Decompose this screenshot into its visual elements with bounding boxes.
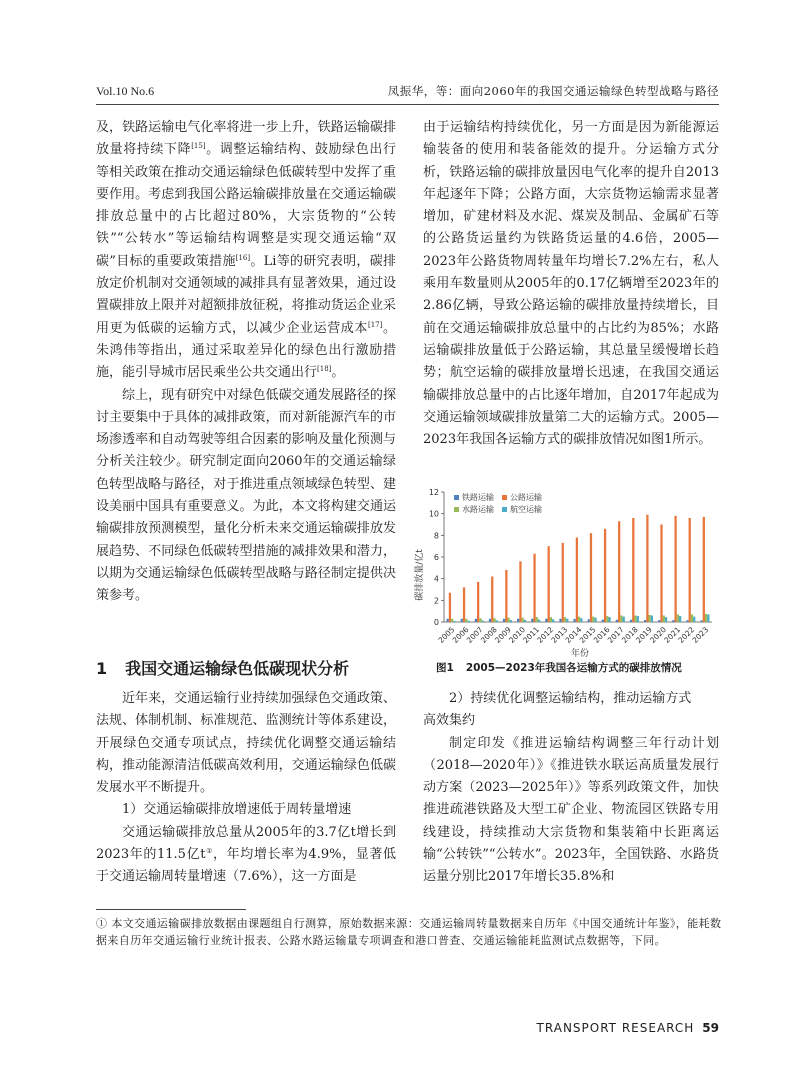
bar-公路运输-2017 [618, 521, 620, 622]
bar-航空运输-2016 [608, 617, 610, 622]
bar-水路运输-2006 [465, 619, 467, 622]
volume-issue: Vol.10 No.6 [96, 84, 155, 98]
bar-铁路运输-2010 [517, 619, 519, 622]
x-tick-label: 2023 [690, 625, 711, 645]
bar-公路运输-2011 [533, 554, 535, 622]
paragraph: 制定印发《推进运输结构调整三年行动计划（2018—2020年）》《推进铁水联运高质量发展行动方案（2023—2025年）》等系列政策文件，加快推进疏港铁路及大型工矿企业、物流园区铁路专用线建设，持续推动大宗货物和集装箱中长距离运输“公转铁”“公转水”。2023年，全国铁路、水路货运量分别比2017年增长35.8%和 [423, 735, 719, 885]
bar-公路运输-2005 [449, 593, 451, 622]
x-tick-label: 2006 [450, 625, 471, 645]
bar-铁路运输-2015 [588, 619, 590, 622]
x-tick-label: 2015 [577, 625, 598, 645]
y-tick-label: 2 [433, 596, 439, 606]
section-number: 1 [96, 659, 108, 678]
chart-bars [447, 515, 710, 622]
paragraph: 及，铁路运输电气化率将进一步上升，铁路运输碳排放量将持续下降[15]。调整运输结构、鼓励绿色出行等相关政策在推动交通运输绿色低碳转型中发挥了重要作用。考虑到我国公路运输碳排放量在交通运输碳排放总量中的占比超过80%，大宗货物的“公转铁”“公转水”等运输结构调整是实现交通运输“双碳”目标的重要政策措施[16]。Li等的研究表明，碳排放定价机制对交通领域的减排具有显著效果，通过设置碳排放上限并对超额排放征税，将推动货运企业采用更为低碳的运输方式，以减少企业运营成本[17]。朱鸿伟等指出，通过采取差异化的绿色出行激励措施，能引导城市居民乘坐公共交通出行[18]。 [96, 120, 396, 381]
bar-公路运输-2008 [491, 577, 493, 623]
bar-航空运输-2012 [552, 619, 554, 622]
bar-铁路运输-2019 [644, 620, 646, 622]
footnote [96, 915, 726, 949]
citation-ref[interactable]: [17] [368, 320, 383, 329]
bar-航空运输-2019 [651, 616, 653, 623]
bar-水路运输-2012 [550, 617, 552, 622]
subheading: 1）交通运输碳排放增速低于周转量增速 [122, 802, 352, 818]
bar-航空运输-2009 [510, 620, 512, 622]
bar-水路运输-2009 [507, 618, 509, 622]
bar-水路运输-2019 [649, 615, 651, 622]
figure-caption-text: 2005—2023年我国各运输方式的碳排放情况 [465, 662, 682, 674]
footnote-divider [96, 909, 246, 910]
bar-航空运输-2006 [467, 621, 469, 622]
right-section-text [423, 688, 719, 889]
section-title: 我国交通运输绿色低碳现状分析 [125, 659, 350, 678]
figure-caption [436, 660, 682, 675]
footnote-ref[interactable]: ① [205, 847, 213, 856]
emissions-bar-chart [410, 480, 720, 660]
bar-水路运输-2020 [663, 616, 665, 623]
x-tick-label: 2016 [591, 625, 612, 645]
bar-水路运输-2010 [522, 618, 524, 622]
footnote-mark: ① [96, 917, 108, 930]
bar-水路运输-2015 [592, 617, 594, 622]
bar-公路运输-2013 [562, 543, 564, 622]
bar-航空运输-2013 [566, 619, 568, 622]
bar-航空运输-2023 [707, 614, 709, 622]
x-tick-label: 2009 [493, 625, 513, 645]
legend-swatch [502, 495, 507, 500]
bar-航空运输-2021 [679, 616, 681, 622]
bar-航空运输-2010 [524, 620, 526, 622]
x-tick-label: 2005 [436, 625, 457, 645]
bar-水路运输-2018 [634, 616, 636, 623]
y-tick-label: 10 [428, 509, 439, 519]
x-tick-label: 2018 [619, 625, 640, 645]
bar-公路运输-2015 [590, 533, 592, 622]
bar-水路运输-2023 [705, 614, 707, 622]
x-tick-label: 2007 [464, 625, 485, 645]
legend-label: 水路运输 [462, 505, 494, 514]
x-tick-label: 2010 [507, 625, 527, 645]
bar-公路运输-2014 [576, 538, 578, 623]
bar-水路运输-2008 [493, 618, 495, 622]
bar-航空运输-2005 [453, 621, 455, 622]
bar-公路运输-2006 [463, 587, 465, 622]
legend-swatch [454, 495, 459, 500]
x-tick-label: 2017 [605, 625, 626, 645]
bar-航空运输-2018 [637, 616, 639, 622]
bar-铁路运输-2012 [545, 619, 547, 622]
bar-航空运输-2014 [580, 618, 582, 622]
page-number: 59 [702, 1021, 719, 1035]
x-axis-label: 年份 [570, 649, 590, 659]
bar-公路运输-2007 [477, 582, 479, 622]
footnote-text: 本文交通运输碳排放数据由课题组自行测算，原始数据来源：交通运输周转量数据来自历年《中国交通统计年鉴》，能耗数据来自历年交通运输行业统计报表、公路水路运输量专项调查和港口普查、交通运输能耗监测试点数据等，下同。 [96, 917, 722, 947]
left-column-text [96, 117, 396, 608]
bar-水路运输-2016 [606, 616, 608, 622]
bar-铁路运输-2009 [503, 619, 505, 622]
chart-legend [454, 492, 542, 514]
bar-铁路运输-2005 [447, 619, 449, 622]
bar-公路运输-2021 [674, 516, 676, 622]
bar-公路运输-2016 [604, 529, 606, 622]
paragraph: 近年来，交通运输行业持续加强绿色交通政策、法规、体制机制、标准规范、监测统计等体系建设，开展绿色交通专项试点，持续优化调整交通运输结构，推动能源清洁低碳高效利用，交通运输绿色低碳发展水平不断提升。 [96, 691, 396, 796]
bar-航空运输-2007 [482, 620, 484, 622]
y-tick-label: 4 [433, 574, 439, 584]
bar-铁路运输-2023 [700, 620, 702, 622]
bar-公路运输-2019 [646, 515, 648, 622]
y-tick-label: 0 [433, 618, 439, 627]
running-title: 凤振华，等：面向2060年的我国交通运输绿色转型战略与路径 [387, 84, 719, 98]
bar-航空运输-2020 [665, 617, 667, 622]
legend-label: 公路运输 [510, 493, 542, 502]
bar-铁路运输-2014 [573, 619, 575, 622]
bar-铁路运输-2013 [559, 619, 561, 622]
y-axis-label: 碳排放量/亿t [415, 549, 425, 601]
section-heading [96, 656, 396, 679]
bar-铁路运输-2020 [658, 620, 660, 622]
page-footer [537, 1021, 719, 1035]
bar-铁路运输-2006 [461, 619, 463, 622]
bar-航空运输-2017 [623, 617, 625, 622]
bar-航空运输-2022 [693, 617, 695, 622]
bar-铁路运输-2016 [602, 620, 604, 622]
bar-铁路运输-2017 [616, 620, 618, 622]
paragraph: 交通运输碳排放总量从2005年的3.7亿t增长到2023年的11.5亿t①，年均增长率为4.9%，显著低于交通运输周转量增速（7.6%），这一方面是 [96, 824, 396, 885]
bar-公路运输-2023 [703, 517, 705, 622]
x-tick-label: 2012 [535, 625, 556, 645]
paragraph: 由于运输结构持续优化，另一方面是因为新能源运输装备的使用和装备能效的提升。分运输方式分析，铁路运输的碳排放量因电气化率的提升自2013年起逐年下降；公路方面，大宗货物运输需求显著增加，矿建材料及水泥、煤炭及制品、金属矿石等的公路货运量约为铁路货运量的4.6倍，2005—2023年公路货物周转量年均增长7.2%左右，私人乘用车数量则从2005年的0.17亿辆增至2023年的2.86亿辆，导致公路运输的碳排放量持续增长，目前在交通运输碳排放总量中的占比约为85%；水路运输碳排放量低于公路运输，其总量呈缓慢增长趋势；航空运输的碳排放量增长迅速，在我国交通运输碳排放总量中的占比逐年增加，自2017年起成为交通运输领域碳排放量第二大的运输方式。2005—2023年我国各运输方式的碳排放情况如图1所示。 [423, 120, 719, 448]
section-1-text [96, 688, 396, 889]
legend-label: 铁路运输 [462, 493, 494, 502]
x-tick-label: 2014 [563, 625, 584, 645]
x-tick-label: 2013 [549, 625, 570, 645]
bar-水路运输-2011 [536, 617, 538, 622]
legend-swatch [454, 507, 459, 512]
figure-label: 图1 [436, 662, 454, 674]
x-tick-label: 2022 [676, 625, 697, 645]
y-tick-label: 12 [428, 488, 439, 497]
legend-swatch [502, 507, 507, 512]
bar-水路运输-2022 [691, 614, 693, 622]
y-tick-label: 6 [433, 553, 439, 562]
x-tick-label: 2019 [634, 625, 654, 645]
bar-铁路运输-2022 [686, 620, 688, 622]
citation-ref[interactable]: [18] [317, 365, 332, 374]
legend-label: 航空运输 [510, 505, 542, 514]
right-column-text [423, 117, 719, 451]
bar-铁路运输-2021 [672, 620, 674, 622]
bar-水路运输-2017 [620, 616, 622, 623]
bar-水路运输-2014 [578, 617, 580, 622]
bar-公路运输-2018 [632, 518, 634, 622]
bar-航空运输-2015 [594, 618, 596, 622]
bar-铁路运输-2018 [630, 620, 632, 622]
x-tick-label: 2021 [662, 625, 683, 645]
x-tick-label: 2008 [478, 625, 499, 645]
bar-水路运输-2013 [564, 617, 566, 622]
paragraph: 综上，现有研究中对绿色低碳交通发展路径的探讨主要集中于具体的减排政策，而对新能源汽车的市场渗透率和自动驾驶等组合因素的影响及量化预测与分析关注较少。研究制定面向2060年的交通运输绿色转型战略与路径，对于推进重点领域绿色转型、建设美丽中国具有重要意义。为此，本文将构建交通运输碳排放预测模型，量化分析未来交通运输碳排放发展趋势、不同绿色低碳转型措施的减排效果和潜力，以期为交通运输绿色低碳转型战略与路径制定提供决策参考。 [96, 387, 396, 604]
bar-水路运输-2021 [677, 614, 679, 622]
bar-铁路运输-2011 [531, 619, 533, 622]
bar-水路运输-2005 [451, 619, 453, 622]
bar-水路运输-2007 [479, 618, 481, 622]
journal-name: TRANSPORT RESEARCH [536, 1021, 695, 1035]
x-tick-label: 2020 [648, 625, 669, 645]
page-header [96, 80, 719, 105]
subheading-cont: 高效集约 [423, 713, 476, 729]
x-tick-label: 2011 [521, 625, 542, 645]
bar-公路运输-2009 [505, 570, 507, 622]
bar-公路运输-2012 [548, 546, 550, 622]
bar-公路运输-2022 [689, 518, 691, 622]
subheading: 2）持续优化调整运输结构，推动运输方式 [449, 691, 692, 706]
bar-铁路运输-2007 [475, 619, 477, 622]
y-tick-label: 8 [433, 531, 439, 541]
bar-航空运输-2008 [496, 620, 498, 622]
bar-航空运输-2011 [538, 620, 540, 622]
bar-铁路运输-2008 [489, 619, 491, 622]
bar-公路运输-2010 [519, 561, 521, 622]
bar-公路运输-2020 [660, 525, 662, 623]
citation-ref[interactable]: [15] [191, 142, 206, 151]
citation-ref[interactable]: [16] [235, 253, 251, 262]
